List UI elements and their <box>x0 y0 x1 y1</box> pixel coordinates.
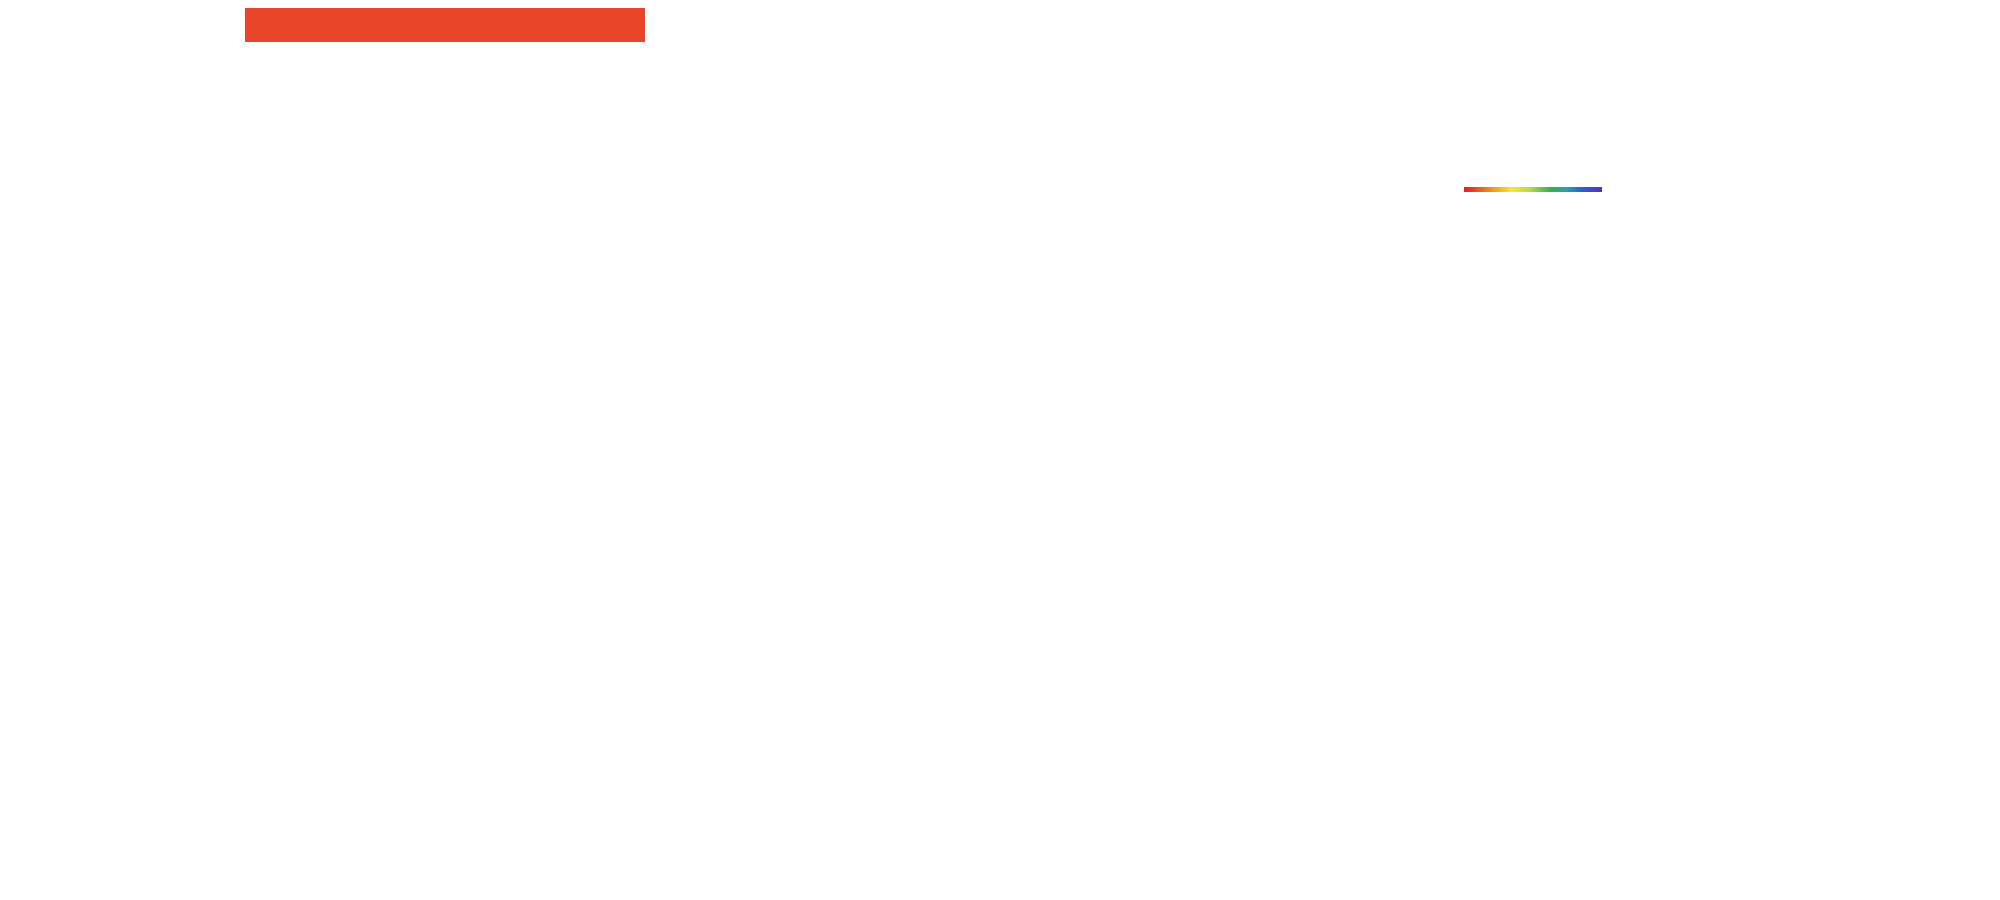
ph-tick-labels <box>1464 194 1602 206</box>
ph-gradient-bar <box>1464 187 1602 192</box>
results-title-banner <box>245 8 645 42</box>
